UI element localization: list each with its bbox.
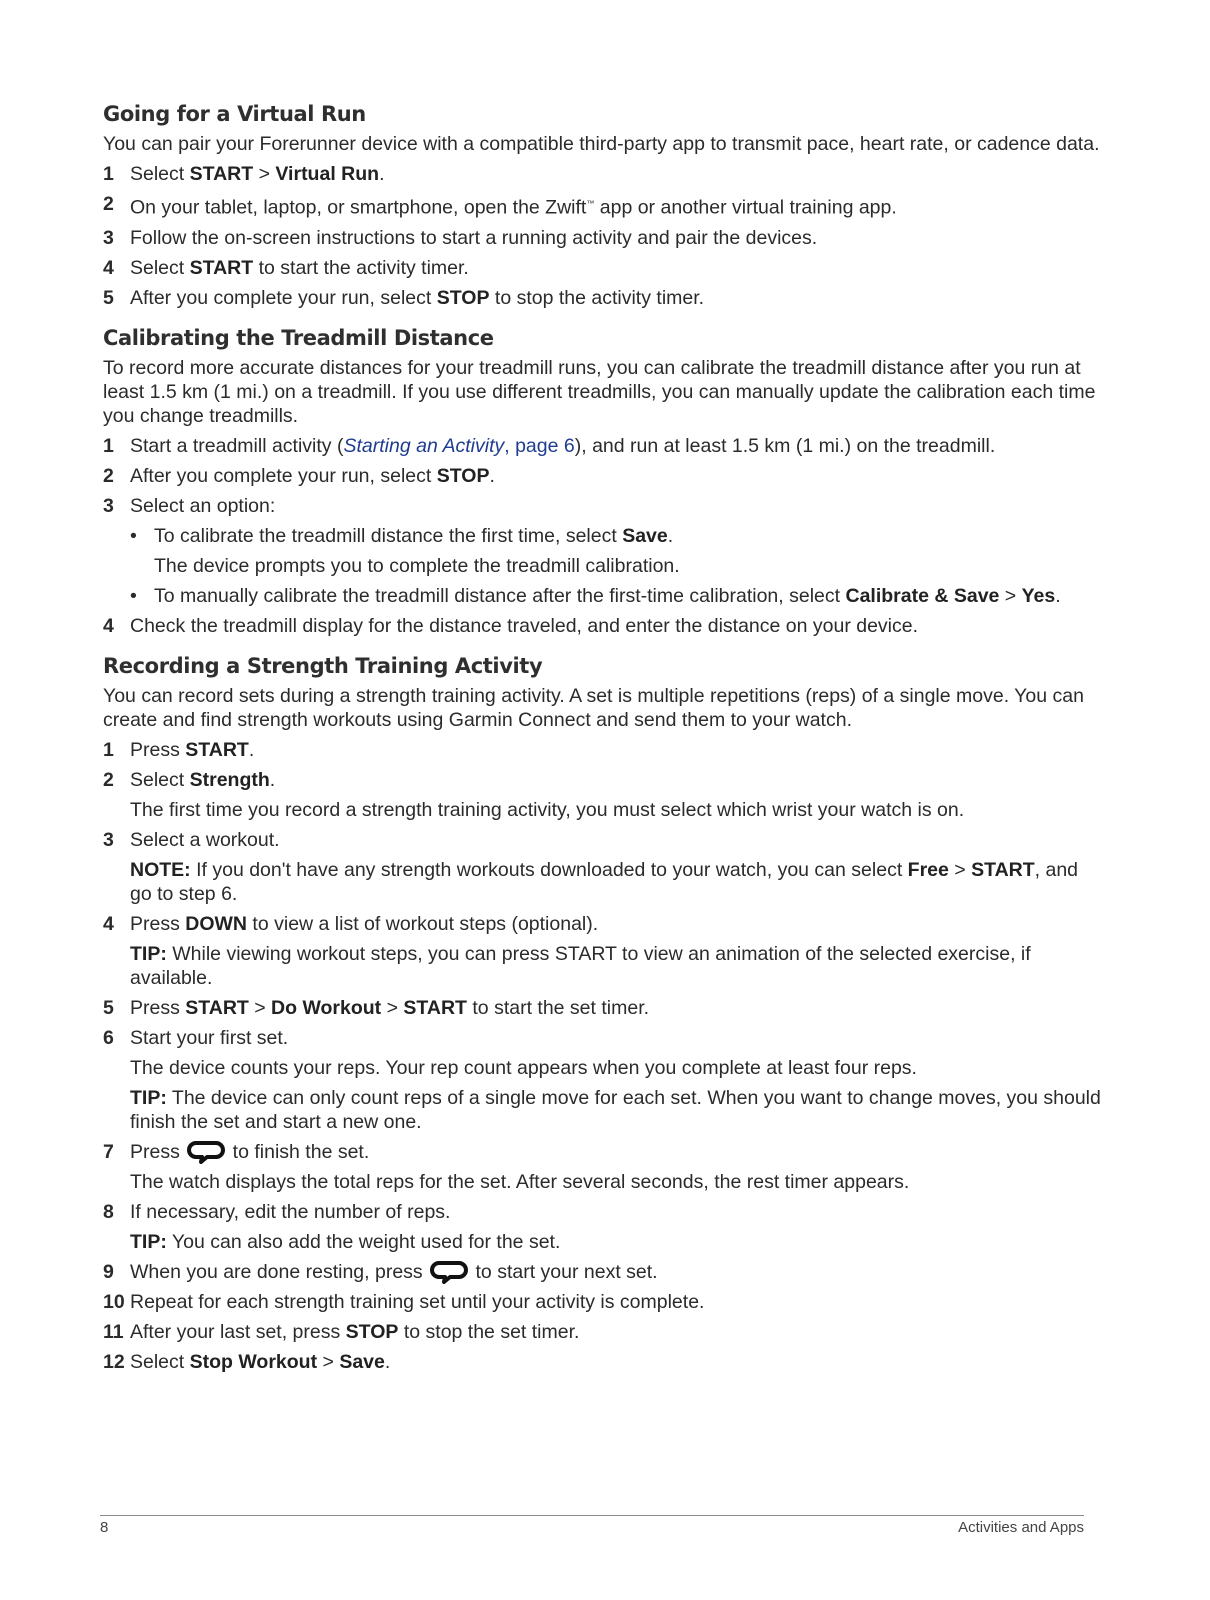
step-text: On your tablet, laptop, or smartphone, open the Zwift <box>130 196 587 219</box>
link-page[interactable]: , page 6 <box>504 434 575 457</box>
step-text: > <box>248 996 272 1019</box>
list-item <box>103 768 1103 792</box>
step-subtext: The device counts your reps. Your rep count appears when you complete at least four reps. <box>130 1056 917 1079</box>
step-number: 1 <box>103 163 114 185</box>
tip-text: While viewing workout steps, you can press START to view an animation of the selected exercise, if available. <box>130 942 1031 989</box>
step-text: After you complete your run, select <box>130 464 437 487</box>
ui-term: Yes <box>1021 584 1056 607</box>
step-text: > <box>317 1350 340 1373</box>
step-text: . <box>248 738 255 761</box>
step-number: 1 <box>103 738 114 761</box>
note-text: > <box>948 858 972 881</box>
step-number: 4 <box>103 912 114 935</box>
step-number: 11 <box>103 1320 124 1343</box>
step-subtext: The watch displays the total reps for the set. After several seconds, the rest timer appears. <box>130 1170 910 1193</box>
step-text: to stop the set timer. <box>398 1320 580 1343</box>
step-text: Press <box>130 1140 186 1163</box>
tip-label: TIP: <box>130 1230 167 1253</box>
list-item <box>103 286 1103 310</box>
step-text: . <box>269 768 276 791</box>
step-note <box>103 858 1103 906</box>
step-tip <box>103 1086 1103 1134</box>
ui-term: Save <box>339 1350 385 1373</box>
step-text: > <box>253 163 276 185</box>
step-text: Start your first set. <box>130 1026 289 1049</box>
section-heading: Recording a Strength Training Activity <box>103 653 543 678</box>
step-text: to stop the activity timer. <box>489 286 705 309</box>
step-text: . <box>379 163 385 185</box>
ui-term: START <box>189 256 254 279</box>
step-text: to view a list of workout steps (optional). <box>247 912 599 935</box>
list-item <box>103 226 1103 250</box>
step-text: . <box>489 464 495 487</box>
page-content <box>103 100 1103 1388</box>
step-text: to finish the set. <box>227 1140 370 1163</box>
step-number: 2 <box>103 768 114 791</box>
step-number: 10 <box>103 1290 125 1313</box>
step-tip <box>103 942 1103 990</box>
list-item <box>103 464 1103 488</box>
bullet-icon: • <box>130 524 137 547</box>
ui-term: DOWN <box>185 912 248 935</box>
bullet-text: . <box>667 524 674 547</box>
ui-term: START <box>185 738 249 761</box>
step-number: 5 <box>103 286 114 309</box>
ui-term: STOP <box>345 1320 399 1343</box>
step-text: . <box>384 1350 391 1373</box>
step-text: Select an option: <box>130 494 276 517</box>
step-text: Press <box>130 738 186 761</box>
section-treadmill-calibration <box>103 324 1103 638</box>
step-number: 12 <box>103 1350 125 1373</box>
bullet-text: To manually calibrate the treadmill distance after the first-time calibration, select <box>154 584 846 607</box>
page-number: 8 <box>100 1519 109 1536</box>
step-text: Press <box>130 912 186 935</box>
bullet-text: To calibrate the treadmill distance the first time, select <box>154 524 623 547</box>
step-number: 5 <box>103 996 114 1019</box>
step-number: 6 <box>103 1026 114 1049</box>
list-item <box>103 912 1103 936</box>
tip-text: You can also add the weight used for the set. <box>166 1230 561 1253</box>
ui-term: START <box>403 996 467 1019</box>
footer-section-title: Activities and Apps <box>958 1519 1084 1536</box>
step-tip <box>103 1230 1103 1254</box>
list-item <box>103 162 1103 186</box>
list-item <box>103 828 1103 852</box>
list-item <box>103 1260 1103 1284</box>
list-item <box>103 494 1103 518</box>
step-number: 3 <box>103 226 114 249</box>
step-text: Select a workout. <box>130 828 280 851</box>
note-text: , and go to step 6. <box>130 858 1079 905</box>
list-item <box>103 1140 1103 1164</box>
step-text: to start the activity timer. <box>253 256 469 279</box>
ui-term: STOP <box>436 464 490 487</box>
list-item <box>103 1320 1103 1344</box>
ui-term: Strength <box>189 768 270 791</box>
note-text: If you don't have any strength workouts downloaded to your watch, you can select <box>190 858 908 881</box>
section-intro: To record more accurate distances for your treadmill runs, you can calibrate the treadmill distance after you run at least 1.5 km (1 mi.) on a treadmill. If you use different treadmills, you can manually update the calibration each time you change treadmills. <box>103 356 1096 427</box>
ui-term: Save <box>622 524 668 547</box>
ui-term: Do Workout <box>271 996 382 1019</box>
tip-text: The device can only count reps of a single move for each set. When you want to change moves, you should finish the set and start a new one. <box>130 1086 1101 1133</box>
step-number: 3 <box>103 494 114 517</box>
lap-button-icon <box>430 1260 468 1284</box>
note-label: NOTE: <box>130 858 191 881</box>
trademark-symbol: ™ <box>586 199 595 208</box>
step-text: Follow the on-screen instructions to start a running activity and pair the devices. <box>130 226 818 249</box>
bullet-subtext: The device prompts you to complete the treadmill calibration. <box>154 554 680 577</box>
ui-term: START <box>971 858 1035 881</box>
ui-term: Stop Workout <box>189 1350 318 1373</box>
ui-term: Free <box>907 858 949 881</box>
step-number: 2 <box>103 193 114 215</box>
ui-term: START <box>185 996 249 1019</box>
step-number: 4 <box>103 614 114 637</box>
list-item <box>103 1350 1103 1374</box>
list-item <box>103 256 1103 280</box>
lap-button-icon <box>187 1140 225 1164</box>
bullet-item <box>103 524 1103 548</box>
ui-term: STOP <box>436 286 490 309</box>
section-intro: You can pair your Forerunner device with a compatible third-party app to transmit pace, heart rate, or cadence data. <box>103 133 1100 155</box>
section-strength-training <box>103 652 1103 1374</box>
step-text: Select <box>130 768 190 791</box>
list-item <box>103 614 1103 638</box>
section-heading: Calibrating the Treadmill Distance <box>103 325 494 350</box>
step-number: 8 <box>103 1200 114 1223</box>
ui-term: START <box>189 163 254 185</box>
bullet-icon: • <box>130 584 137 607</box>
step-text: > <box>381 996 404 1019</box>
step-text: Select <box>130 256 190 279</box>
list-item <box>103 434 1103 458</box>
link-title[interactable]: Starting an Activity <box>343 434 505 457</box>
step-text: Select <box>130 1350 190 1373</box>
section-heading: Going for a Virtual Run <box>103 102 366 126</box>
bullet-text: > <box>999 584 1022 607</box>
step-text: to start the set timer. <box>466 996 650 1019</box>
step-text: After you complete your run, select <box>130 286 437 309</box>
bullet-text: . <box>1055 584 1061 607</box>
step-subtext: The first time you record a strength training activity, you must select which wrist your watch is on. <box>130 798 965 821</box>
step-text: If necessary, edit the number of reps. <box>130 1200 451 1223</box>
step-text: When you are done resting, press <box>130 1260 429 1283</box>
list-item <box>103 1026 1103 1050</box>
bullet-item <box>103 584 1103 608</box>
ui-term: Virtual Run <box>275 163 380 185</box>
step-number: 4 <box>103 256 114 279</box>
tip-label: TIP: <box>130 942 167 965</box>
tip-label: TIP: <box>130 1086 167 1109</box>
cross-reference-link[interactable] <box>343 435 574 457</box>
list-item <box>103 996 1103 1020</box>
section-virtual-run <box>103 100 1103 310</box>
step-text: ), and run at least 1.5 km (1 mi.) on the treadmill. <box>574 434 996 457</box>
step-number: 2 <box>103 464 114 487</box>
step-text: to start your next set. <box>470 1260 658 1283</box>
step-text: Press <box>130 996 186 1019</box>
step-text: Select <box>130 163 190 185</box>
list-item <box>103 1200 1103 1224</box>
section-intro: You can record sets during a strength training activity. A set is multiple repetitions (reps) of a single move. You can create and find strength workouts using Garmin Connect and send them to your watch. <box>103 684 1084 731</box>
step-number: 7 <box>103 1140 114 1163</box>
page-footer <box>100 1515 1084 1536</box>
step-number: 9 <box>103 1260 114 1283</box>
list-item <box>103 192 1103 220</box>
list-item <box>103 1290 1103 1314</box>
ui-term: Calibrate & Save <box>845 584 1000 607</box>
step-text: app or another virtual training app. <box>594 196 897 219</box>
step-text: Start a treadmill activity ( <box>130 434 344 457</box>
step-text: After your last set, press <box>130 1320 346 1343</box>
step-number: 1 <box>103 434 114 457</box>
step-text: Check the treadmill display for the distance traveled, and enter the distance on your device. <box>130 614 919 637</box>
step-number: 3 <box>103 828 114 851</box>
step-text: Repeat for each strength training set until your activity is complete. <box>130 1290 705 1313</box>
list-item <box>103 738 1103 762</box>
